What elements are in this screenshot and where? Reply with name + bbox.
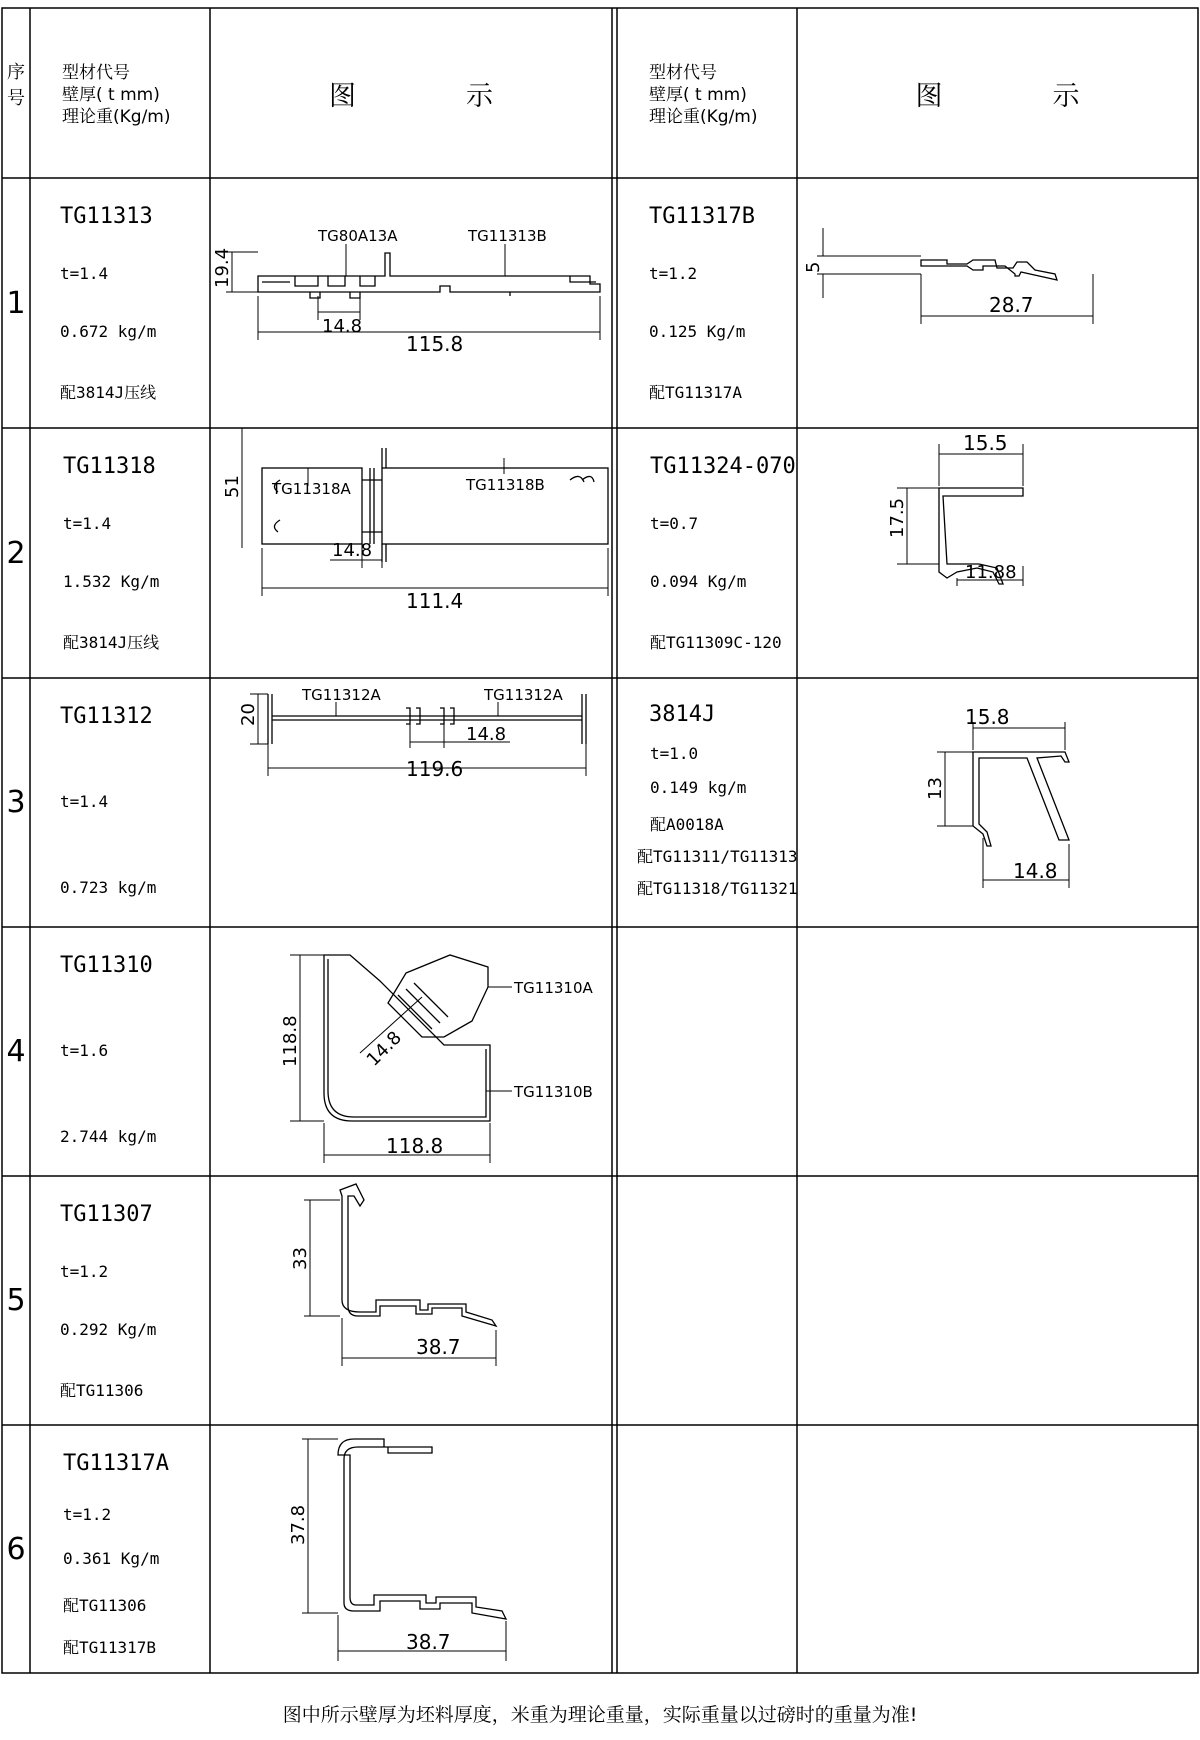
header-fig-char-2: 示 [466, 80, 493, 112]
part-label: TG11318A [272, 480, 351, 498]
matching-note: 配TG11309C-120 [650, 633, 782, 652]
header-seq-top: 序 [7, 62, 25, 83]
wall-thickness: t=1.4 [60, 792, 109, 811]
part-label: TG11312A [484, 686, 563, 704]
matching-note: 配3814J压线 [63, 633, 160, 652]
header-info-code: 型材代号 [62, 63, 130, 83]
row-seq-4: 4 [6, 1034, 26, 1069]
wall-thickness: t=1.0 [650, 744, 699, 763]
unit-weight: 0.094 Kg/m [650, 572, 747, 591]
figure-tg11317b [797, 178, 1198, 428]
part-label: TG80A13A [318, 227, 398, 245]
dim-top-width: 15.8 [965, 705, 1010, 729]
dim-slot: 14.8 [322, 316, 363, 337]
info-cell-5-left [30, 1176, 210, 1425]
figure-tg11312 [210, 678, 612, 927]
wall-thickness: t=0.7 [650, 514, 699, 533]
dim-top-width: 15.5 [963, 431, 1008, 455]
matching-note: 配TG11317B [63, 1638, 157, 1657]
header-figure-right [797, 8, 1198, 178]
dim-width: 115.8 [406, 332, 464, 356]
profile-code: TG11318 [63, 454, 156, 479]
profile-outline [324, 955, 490, 1121]
row-seq-5: 5 [6, 1283, 26, 1318]
profile-code: TG11317B [649, 204, 755, 229]
dim-width: 38.7 [406, 1630, 451, 1654]
figure-tg11313 [210, 178, 612, 428]
profile-outline [973, 752, 1069, 846]
matching-note: 配TG11311/TG11313 [637, 847, 798, 866]
wall-thickness: t=1.4 [60, 264, 109, 283]
header-fig-char-1: 图 [329, 80, 356, 112]
matching-note: 配A0018A [650, 815, 724, 834]
info-cell-3-right [617, 678, 797, 927]
dim-height: 51 [222, 475, 243, 498]
figure-tg11307 [210, 1176, 612, 1425]
row-seq-3: 3 [6, 785, 26, 820]
profile-outline [340, 1184, 496, 1326]
figure-tg11318 [210, 428, 612, 678]
matching-note: 配TG11317A [649, 383, 743, 402]
part-label: TG11310A [514, 979, 593, 997]
profile-detail [262, 276, 596, 286]
info-cell-1-left [30, 178, 210, 428]
matching-note: 配TG11306 [60, 1381, 144, 1400]
profile-code: TG11310 [60, 953, 153, 978]
header-info-left [30, 8, 210, 178]
info-cell-3-left [30, 678, 210, 927]
wall-thickness: t=1.6 [60, 1041, 109, 1060]
row-seq-1: 1 [6, 285, 26, 321]
dim-width: 111.4 [406, 589, 464, 613]
profile-outline [328, 959, 486, 1117]
dim-height: 33 [290, 1247, 311, 1270]
unit-weight: 0.361 Kg/m [63, 1549, 160, 1568]
dim-width: 119.6 [406, 757, 464, 781]
wall-thickness: t=1.2 [63, 1505, 112, 1524]
profile-code: TG11307 [60, 1202, 153, 1227]
profile-outline [388, 955, 488, 1037]
figure-tg11310 [210, 927, 612, 1176]
info-cell-2-left [30, 428, 210, 678]
unit-weight: 2.744 kg/m [60, 1127, 157, 1146]
header-info-right [617, 8, 797, 178]
dim-height: 13 [925, 777, 946, 800]
dim-height: 37.8 [288, 1504, 309, 1545]
profile-code: TG11313 [60, 204, 153, 229]
profile-outline [921, 260, 1057, 280]
dim-height: 19.4 [212, 247, 233, 288]
unit-weight: 0.149 kg/m [650, 778, 747, 797]
header-fig-char-1: 图 [915, 80, 943, 112]
header-info-weight: 理论重(Kg/m) [62, 107, 171, 127]
matching-note: 配3814J压线 [60, 383, 157, 402]
unit-weight: 1.532 Kg/m [63, 572, 160, 591]
dim-slot: 14.8 [466, 724, 507, 745]
header-info-thickness: 壁厚( t mm) [649, 85, 747, 105]
wall-thickness: t=1.4 [63, 514, 112, 533]
dim-width: 38.7 [416, 1335, 461, 1359]
footer-note: 图中所示壁厚为坯料厚度，米重为理论重量，实际重量以过磅时的重量为准! [282, 1704, 918, 1726]
unit-weight: 0.723 kg/m [60, 878, 157, 897]
unit-weight: 0.672 kg/m [60, 322, 157, 341]
dim-height: 5 [803, 261, 824, 273]
dim-height: 118.8 [280, 1015, 301, 1067]
header-info-code: 型材代号 [649, 63, 717, 83]
header-fig-char-2: 示 [1052, 80, 1080, 112]
header-info-thickness: 壁厚( t mm) [62, 85, 160, 105]
profile-code: TG11312 [60, 704, 153, 729]
dim-bottom-width: 11.88 [965, 562, 1017, 583]
figure-tg11324-070 [797, 428, 1198, 678]
profile-detail [310, 292, 510, 298]
dim-bottom-width: 14.8 [1013, 859, 1058, 883]
figure-tg11317a [210, 1425, 612, 1673]
wall-thickness: t=1.2 [649, 264, 698, 283]
dim-diagonal: 14.8 [362, 1027, 406, 1071]
info-cell-4-left [30, 927, 210, 1176]
wall-thickness: t=1.2 [60, 1262, 109, 1281]
part-label: TG11318B [466, 476, 545, 494]
matching-note: 配TG11306 [63, 1596, 147, 1615]
header-figure-left [210, 8, 612, 178]
header-info-weight: 理论重(Kg/m) [649, 107, 758, 127]
row-seq-6: 6 [6, 1531, 26, 1567]
dim-width: 28.7 [989, 293, 1034, 317]
info-cell-1-right [617, 178, 797, 428]
part-label: TG11310B [514, 1083, 593, 1101]
info-cell-2-right [617, 428, 797, 678]
header-seq-bottom: 号 [7, 88, 25, 109]
part-label: TG11312A [302, 686, 381, 704]
profile-code: 3814J [649, 702, 716, 727]
profile-outline [338, 1439, 506, 1619]
part-label: TG11313B [468, 227, 547, 245]
figure-3814j [797, 678, 1198, 927]
row-seq-2: 2 [6, 535, 26, 571]
unit-weight: 0.292 Kg/m [60, 1320, 157, 1339]
unit-weight: 0.125 Kg/m [649, 322, 746, 341]
header-seq [2, 8, 30, 178]
dim-slot: 14.8 [332, 540, 373, 561]
profile-code: TG11317A [63, 1451, 169, 1476]
dim-height: 20 [238, 703, 259, 726]
info-cell-6-left [30, 1425, 210, 1673]
profile-code: TG11324-070 [650, 454, 796, 479]
dim-height: 17.5 [887, 497, 908, 538]
matching-note: 配TG11318/TG11321 [637, 879, 798, 898]
dim-width: 118.8 [386, 1134, 444, 1158]
